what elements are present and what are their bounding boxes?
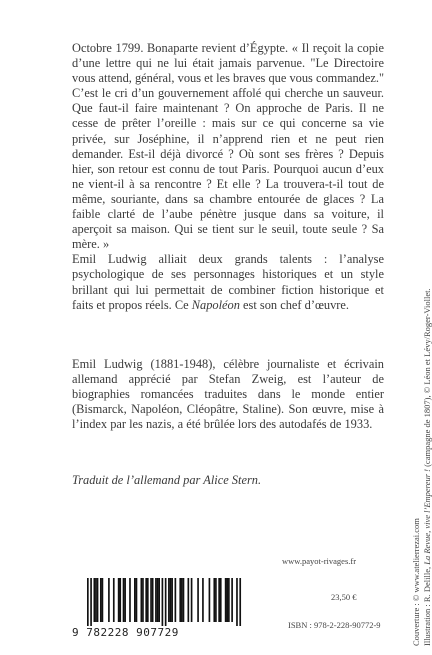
- barcode-bar: [152, 578, 154, 622]
- barcode-bar: [170, 578, 172, 622]
- barcode-bar: [157, 578, 159, 622]
- barcode-bar: [197, 578, 199, 622]
- author-bio: Emil Ludwig (1881-1948), célèbre journaliste et écrivain allemand apprécié par Stefan Zweig, est l’auteur de biographies romancées traduites dans le monde entier (Bismarck, Napoléon, Cléopâtre, Staline). Son œuvre, mise à l’index par les nazis, a été brûlée lors des autodafés de 1933.: [72, 357, 384, 432]
- barcode-bar: [95, 578, 97, 622]
- barcode-bar: [145, 578, 147, 622]
- blurb-presentation-after: est son chef d’œuvre.: [239, 297, 350, 312]
- barcode-bar: [162, 578, 164, 626]
- barcode-bar: [93, 578, 95, 622]
- barcode-bar: [181, 578, 183, 622]
- barcode-bar: [129, 578, 131, 622]
- barcode-bar: [215, 578, 217, 622]
- cover-credits: [411, 288, 432, 646]
- barcode-bar: [228, 578, 230, 622]
- publisher-url: www.payot-rivages.fr: [282, 556, 357, 566]
- barcode-bar: [140, 578, 142, 622]
- barcode-bar: [124, 578, 126, 622]
- barcode-bar: [209, 578, 211, 622]
- isbn: ISBN : 978-2-228-90772-9: [288, 620, 381, 630]
- translator-credit: Traduit de l’allemand par Alice Stern.: [72, 473, 262, 487]
- barcode-bar: [202, 578, 204, 622]
- barcode-bar: [225, 578, 227, 622]
- barcode-bar: [220, 578, 222, 622]
- barcode-bar: [236, 578, 238, 626]
- barcode-bar: [134, 578, 136, 622]
- barcode-bar: [179, 578, 181, 622]
- price: 23,50 €: [331, 592, 357, 602]
- barcode-bar: [102, 578, 104, 622]
- barcode-bar: [171, 578, 173, 622]
- barcode-bar: [183, 578, 185, 622]
- barcode-bar: [155, 578, 157, 622]
- barcode-number: 9 782228 907729: [72, 626, 179, 639]
- barcode-bar: [165, 578, 167, 626]
- barcode-bar: [188, 578, 190, 622]
- back-cover-blurb: [72, 41, 384, 313]
- illustration-credit-line: Illustration : R. Delille, La Revue, vive l’Empereur ! (campagne de 1807), © Léon et Lévy/Roger-Viollet.: [421, 288, 432, 646]
- barcode-bar: [218, 578, 220, 622]
- blurb-excerpt: Octobre 1799. Bonaparte revient d’Égypte. « Il reçoit la copie d’une lettre qui ne lui était jamais parvenue. "Le Directoire vous attend, général, vous et les braves que vous commandez." C’est le cri d’un gouvernement affolé qui cherche un sauveur. Que faut-il faire maintenant ? On approche de Paris. Il ne cesse de prêter l’oreille : mais sur ce qui concerne sa vie privée, sur Joséphine, il n’apprend rien et ne peut rien demander. Est-il déjà divorcé ? Où sont ses frères ? Depuis hier, son retour est connu de tout Paris. Pourquoi aucun d’eux ne vient-il à sa rencontre ? Et elle ? La trouvera-t-il tout de même, souriante, dans sa chambre entourée de glaces ? La faible clarté de l’aube pénètre jusque dans sa voiture, il aperçoit sa maison. Qui se tient sur le seuil, toute seule ? Sa mère. »: [72, 41, 384, 252]
- barcode-bar: [239, 578, 241, 626]
- isbn-barcode: [87, 578, 241, 626]
- barcode-bar: [231, 578, 233, 622]
- barcode-bar: [100, 578, 102, 622]
- barcode-bar: [158, 578, 160, 622]
- barcode-bar: [90, 578, 92, 626]
- barcode-bar: [191, 578, 193, 622]
- barcode-bar: [108, 578, 110, 622]
- barcode-bar: [87, 578, 89, 626]
- barcode-bar: [226, 578, 228, 622]
- barcode-bar: [147, 578, 149, 622]
- barcode-bar: [123, 578, 125, 622]
- barcode-bar: [175, 578, 177, 622]
- cover-credit-line: Couverture : © www.atelierrezai.com: [411, 518, 421, 646]
- barcode-bar: [168, 578, 170, 622]
- blurb-presentation: [72, 252, 384, 312]
- barcode-bar: [97, 578, 99, 622]
- barcode-bar: [136, 578, 138, 622]
- book-title: Napoléon: [191, 297, 240, 312]
- barcode-bar: [150, 578, 152, 622]
- barcode-bar: [119, 578, 121, 622]
- barcode-bar: [118, 578, 120, 622]
- barcode-bar: [113, 578, 115, 622]
- barcode-bar: [213, 578, 215, 622]
- blurb-presentation-before: Emil Ludwig alliait deux grands talents : l’analyse psychologique de ses personnages historiques et un style brillant qui lui permettait de combiner fiction historique et faits et propos réels. Ce: [72, 252, 384, 312]
- barcode-bar: [142, 578, 144, 622]
